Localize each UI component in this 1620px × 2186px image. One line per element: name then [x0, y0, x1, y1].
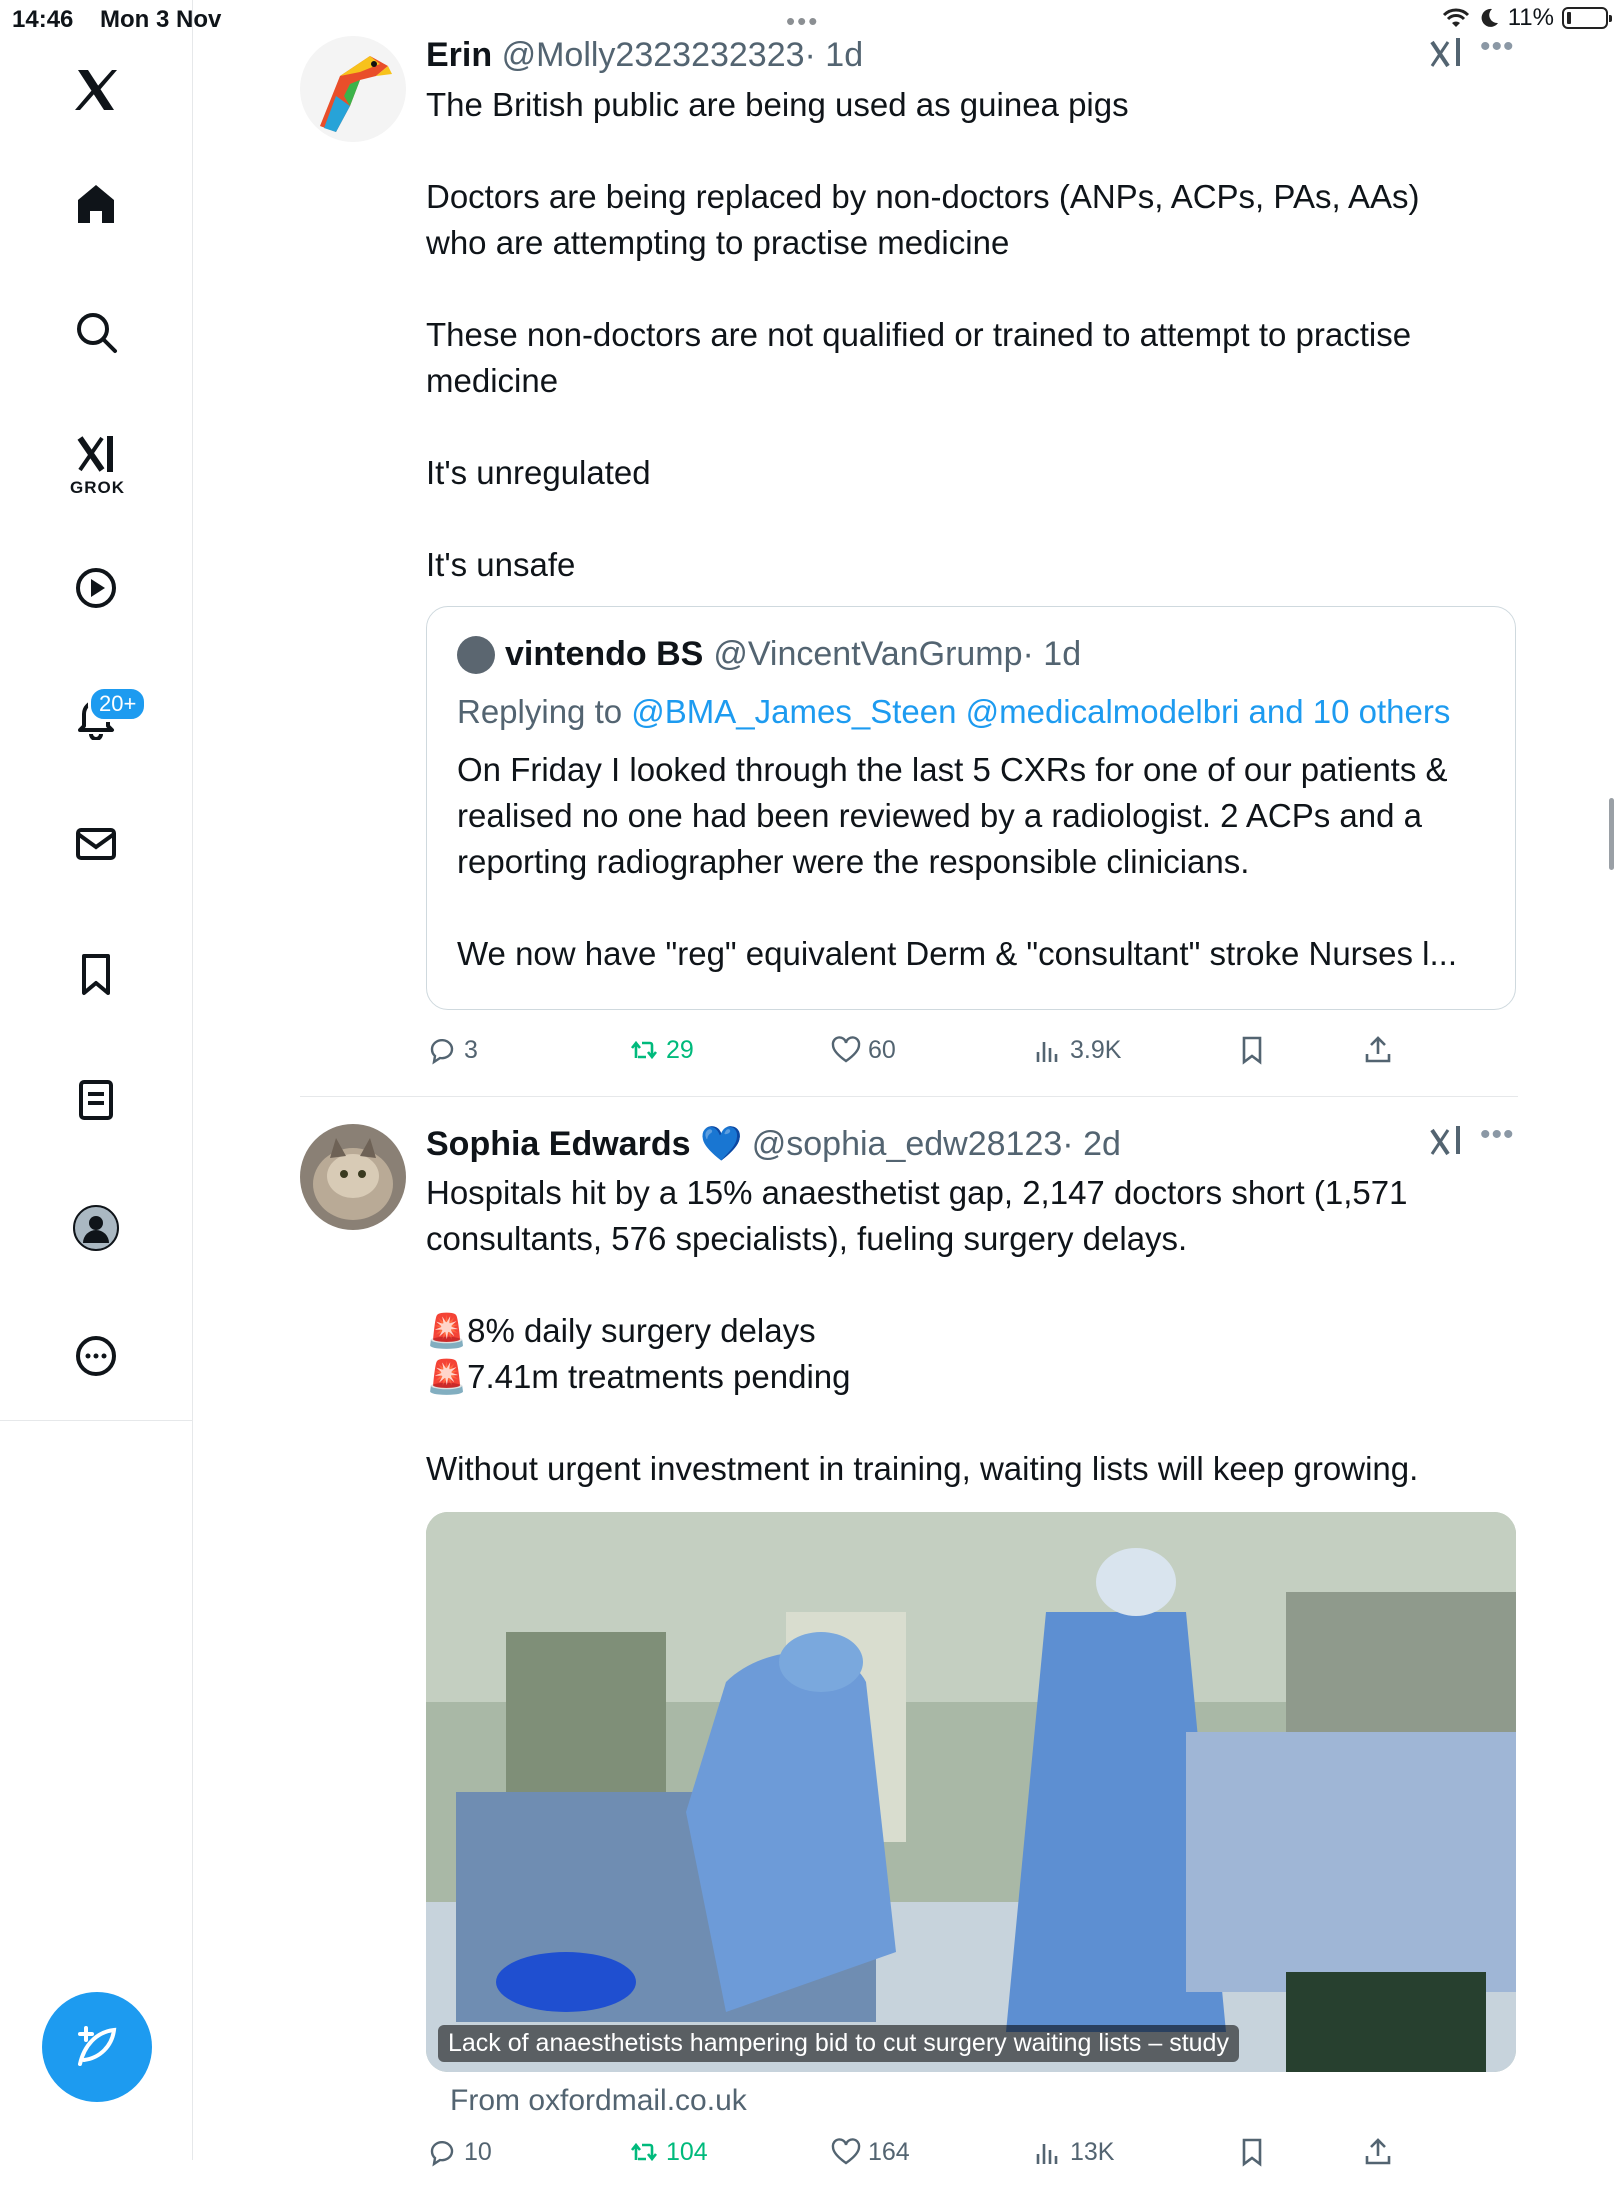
status-time: 14:46 — [12, 6, 74, 33]
repost-button[interactable] — [628, 2136, 708, 2168]
author-handle[interactable]: @sophia_edw28123 — [751, 1125, 1063, 1163]
reply-count: 10 — [464, 2137, 492, 2166]
cat-avatar-image — [300, 1124, 406, 1230]
bookmarks-icon[interactable] — [56, 934, 136, 1014]
author-handle[interactable]: @Molly2323232323 — [501, 36, 805, 74]
heart-icon — [830, 2136, 862, 2168]
bookmark-icon — [1236, 1034, 1268, 1066]
tweet-divider — [300, 1096, 1518, 1097]
link-card-image[interactable] — [426, 1512, 1516, 2072]
share-button[interactable] — [1362, 2136, 1394, 2168]
reply-icon — [426, 2136, 458, 2168]
tweet-text — [426, 1170, 1486, 1492]
battery-percent: 11% — [1507, 4, 1554, 31]
avatar[interactable] — [300, 1124, 406, 1230]
like-button[interactable] — [830, 1034, 896, 1066]
post-age[interactable]: · 2d — [1062, 1125, 1121, 1163]
replying-prefix: Replying to — [457, 693, 623, 730]
grok-explain-icon[interactable] — [1428, 1122, 1464, 1167]
search-icon[interactable] — [56, 292, 136, 372]
share-button[interactable] — [1362, 1034, 1394, 1066]
views-chart-icon — [1032, 2136, 1064, 2168]
tweet-header — [426, 1124, 1121, 1164]
link-source[interactable]: From oxfordmail.co.uk — [450, 2084, 747, 2117]
more-options-icon[interactable] — [56, 1316, 136, 1396]
author-name[interactable]: Erin — [426, 36, 493, 74]
reply-button[interactable] — [426, 1034, 478, 1066]
status-bar — [0, 0, 1620, 40]
compose-feather-icon — [70, 2020, 124, 2074]
replying-to-links[interactable]: @BMA_James_Steen @medicalmodelbri and 10 others — [631, 693, 1451, 730]
tweet-paragraph: 🚨7.41m treatments pending — [426, 1358, 851, 1395]
post-age[interactable]: · 1d — [804, 36, 864, 74]
tweet-actions — [426, 2136, 1518, 2186]
verified-heart-icon: 💙 — [699, 1125, 743, 1163]
tweet-paragraph: 🚨8% daily surgery delays — [426, 1312, 816, 1349]
tweet-paragraph: Hospitals hit by a 15% anaesthetist gap, 2,147 doctors short (1,571 consultants, 576 specialists), fueling surgery delays. — [426, 1174, 1408, 1257]
views-chart-icon — [1032, 1034, 1064, 1066]
quoted-author-name[interactable]: vintendo BS — [505, 635, 704, 673]
repost-icon — [628, 2136, 660, 2168]
messages-icon[interactable] — [56, 804, 136, 884]
eagle-avatar-image — [300, 36, 406, 142]
post-more-icon[interactable]: ••• — [1480, 1118, 1515, 1151]
repost-icon — [628, 1034, 660, 1066]
bookmark-button[interactable] — [1236, 2136, 1268, 2168]
view-count: 13K — [1070, 2137, 1115, 2166]
media-caption: Lack of anaesthetists hampering bid to cut surgery waiting lists – study — [438, 2025, 1239, 2062]
operating-theatre-image — [426, 1512, 1516, 2072]
compose-post-button[interactable] — [42, 1992, 152, 2102]
like-count: 164 — [868, 2137, 910, 2166]
tweet-paragraph: It's unsafe — [426, 546, 576, 583]
tweet-paragraph: Without urgent investment in training, waiting lists will keep growing. — [426, 1450, 1419, 1487]
view-count: 3.9K — [1070, 1035, 1122, 1064]
tweet-text — [426, 82, 1486, 588]
tweet-paragraph: Doctors are being replaced by non-doctors (ANPs, ACPs, PAs, AAs) who are attempting to practise medicine — [426, 178, 1420, 261]
share-icon — [1362, 2136, 1394, 2168]
video-icon[interactable] — [56, 548, 136, 628]
quoted-paragraph: On Friday I looked through the last 5 CXRs for one of our patients & realised no one had been reviewed by a radiologist. 2 ACPs and a reporting radiographer were the responsible clinicians. — [457, 751, 1448, 880]
heart-icon — [830, 1034, 862, 1066]
moon-icon — [1478, 7, 1500, 29]
quoted-text — [457, 747, 1497, 977]
share-icon — [1362, 1034, 1394, 1066]
battery-icon — [1562, 7, 1608, 29]
lists-icon[interactable] — [56, 1060, 136, 1140]
x-logo-icon[interactable] — [56, 50, 136, 130]
home-icon[interactable] — [56, 164, 136, 244]
status-indicators — [1442, 4, 1608, 32]
quoted-paragraph: We now have "reg" equivalent Derm & "consultant" stroke Nurses l... — [457, 935, 1458, 972]
avatar[interactable] — [300, 36, 406, 142]
views-button[interactable] — [1032, 1034, 1121, 1066]
bookmark-icon — [1236, 2136, 1268, 2168]
like-button[interactable] — [830, 2136, 910, 2168]
tweet-paragraph: The British public are being used as guinea pigs — [426, 86, 1129, 123]
like-count: 60 — [868, 1035, 896, 1064]
replying-to — [457, 693, 1450, 731]
reply-button[interactable] — [426, 2136, 492, 2168]
quoted-author-handle[interactable]: @VincentVanGrump· 1d — [713, 635, 1082, 673]
post-more-icon[interactable]: ••• — [1480, 30, 1515, 63]
quoted-header — [457, 635, 1081, 674]
repost-button[interactable] — [628, 1034, 694, 1066]
repost-count: 104 — [666, 2137, 708, 2166]
tweet-paragraph: These non-doctors are not qualified or trained to attempt to practise medicine — [426, 316, 1412, 399]
sidebar-border — [192, 1420, 193, 2160]
quoted-tweet[interactable] — [426, 606, 1516, 1010]
profile-avatar-icon[interactable] — [56, 1188, 136, 1268]
multitask-dots-icon[interactable]: ••• — [786, 6, 820, 36]
author-name[interactable]: Sophia Edwards — [426, 1125, 691, 1163]
quoted-avatar[interactable] — [457, 636, 495, 674]
grok-label: GROK — [70, 478, 125, 497]
scrollbar[interactable] — [1609, 798, 1614, 870]
reply-count: 3 — [464, 1035, 478, 1064]
bookmark-button[interactable] — [1236, 1034, 1268, 1066]
tweet-header — [426, 36, 863, 75]
wifi-icon — [1442, 7, 1470, 29]
tweet-actions — [426, 1034, 1518, 1084]
grok-explain-icon[interactable] — [1428, 34, 1464, 79]
tweet-paragraph: It's unregulated — [426, 454, 651, 491]
views-button[interactable] — [1032, 2136, 1114, 2168]
reply-icon — [426, 1034, 458, 1066]
status-date: Mon 3 Nov — [100, 6, 222, 33]
repost-count: 29 — [666, 1035, 694, 1064]
notifications-badge: 20+ — [88, 686, 147, 722]
